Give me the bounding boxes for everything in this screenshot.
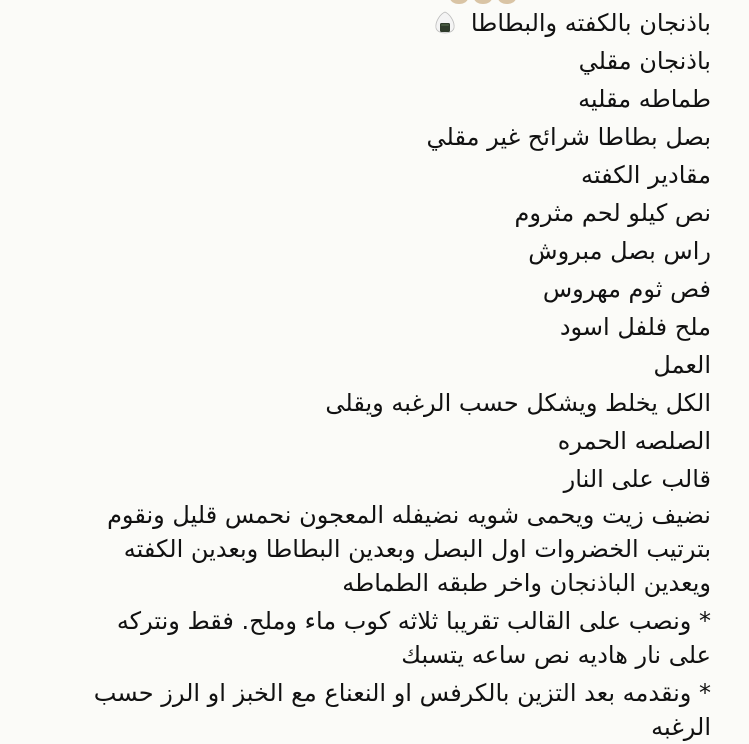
recipe-title-line xyxy=(21,4,711,42)
ingredient-line: بصل بطاطا شرائح غير مقلي xyxy=(426,123,711,151)
section-heading: الصلصه الحمره xyxy=(557,427,711,455)
paragraph-line: ويعدين الباذنجان واخر طبقه الطماطه xyxy=(342,569,711,597)
section-heading: مقادير الكفته xyxy=(580,161,711,189)
ingredient-line: باذنجان مقلي xyxy=(578,47,711,75)
instruction-paragraph xyxy=(21,604,711,672)
ingredient-line: ملح فلفل اسود xyxy=(559,313,711,341)
rice-ball-icon xyxy=(433,10,457,34)
instruction-paragraph xyxy=(21,676,711,744)
instruction-paragraph xyxy=(21,498,711,600)
paragraph-line: الرغبه xyxy=(651,713,711,741)
instruction-line: الكل يخلط ويشكل حسب الرغبه ويقلى xyxy=(325,389,711,417)
paragraph-line: * ونقدمه بعد التزين بالكرفس او النعناع مع الخبز او الرز حسب xyxy=(93,679,711,707)
ingredient-line: راس بصل مبروش xyxy=(528,237,711,265)
section-heading: العمل xyxy=(653,351,711,379)
paragraph-line: نضيف زيت ويحمى شويه نضيفله المعجون نحمس قليل ونقوم xyxy=(107,501,711,529)
ingredient-line: فص ثوم مهروس xyxy=(542,275,711,303)
instruction-line: قالب على النار xyxy=(563,465,711,493)
paragraph-line: * ونصب على القالب تقريبا ثلاثه كوب ماء وملح. فقط ونتركه xyxy=(116,607,711,635)
recipe-title: باذنجان بالكفته والبطاطا xyxy=(470,9,711,37)
recipe-document xyxy=(21,4,711,744)
ingredient-line: طماطه مقليه xyxy=(578,85,711,113)
paragraph-line: بترتيب الخضروات اول البصل وبعدين البطاطا وبعدين الكفته xyxy=(123,535,711,563)
ingredient-line: نص كيلو لحم مثروم xyxy=(514,199,711,227)
paragraph-line: على نار هاديه نص ساعه يتسبك xyxy=(401,641,711,669)
